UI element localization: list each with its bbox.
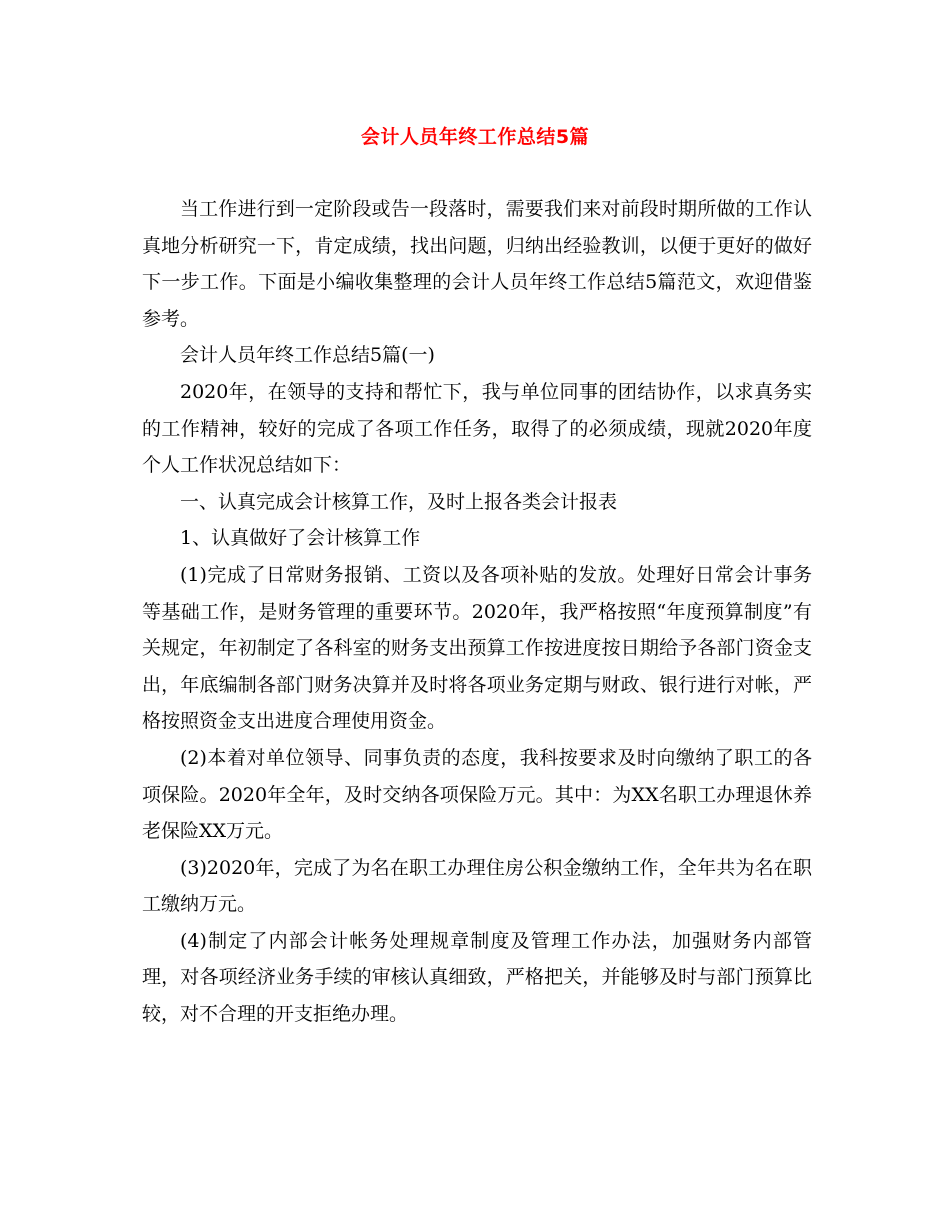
intro-paragraph: 当工作进行到一定阶段或告一段落时，需要我们来对前段时期所做的工作认真地分析研究一下，肯定成绩，找出问题，归纳出经验教训，以便于更好的做好下一步工作。下面是小编收集整理的会计人员年终工作总结5篇范文，欢迎借鉴参考。: [142, 198, 812, 330]
document-title: 会计人员年终工作总结5篇: [360, 126, 590, 148]
subsection-item-heading: 1、认真做好了会计核算工作: [180, 527, 421, 550]
body-paragraph: (2)本着对单位领导、同事负责的态度，我科按要求及时向缴纳了职工的各项保险。2020年全年，及时交纳各项保险万元。其中：为XX名职工办理退休养老保险XX万元。: [142, 746, 812, 843]
section-heading: 会计人员年终工作总结5篇(一): [180, 344, 435, 367]
document-body: [142, 191, 812, 1033]
body-paragraph: 2020年，在领导的支持和帮忙下，我与单位同事的团结协作，以求真务实的工作精神，较好的完成了各项工作任务，取得了的必须成绩，现就2020年度个人工作状况总结如下：: [142, 380, 812, 477]
body-paragraph: (4)制定了内部会计帐务处理规章制度及管理工作办法，加强财务内部管理，对各项经济业务手续的审核认真细致，严格把关，并能够及时与部门预算比较，对不合理的开支拒绝办理。: [142, 929, 812, 1026]
body-paragraph: (1)完成了日常财务报销、工资以及各项补贴的发放。处理好日常会计事务等基础工作，是财务管理的重要环节。2020年，我严格按照“年度预算制度”有关规定，年初制定了各科室的财务支出预算工作按进度按日期给予各部门资金支出，年底编制各部门财务决算并及时将各项业务定期与财政、银行进行对帐，严格按照资金支出进度合理使用资金。: [142, 563, 812, 733]
body-paragraph: (3)2020年，完成了为名在职工办理住房公积金缴纳工作，全年共为名在职工缴纳万元。: [142, 856, 812, 916]
subsection-heading: 一、认真完成会计核算工作，及时上报各类会计报表: [180, 490, 618, 513]
